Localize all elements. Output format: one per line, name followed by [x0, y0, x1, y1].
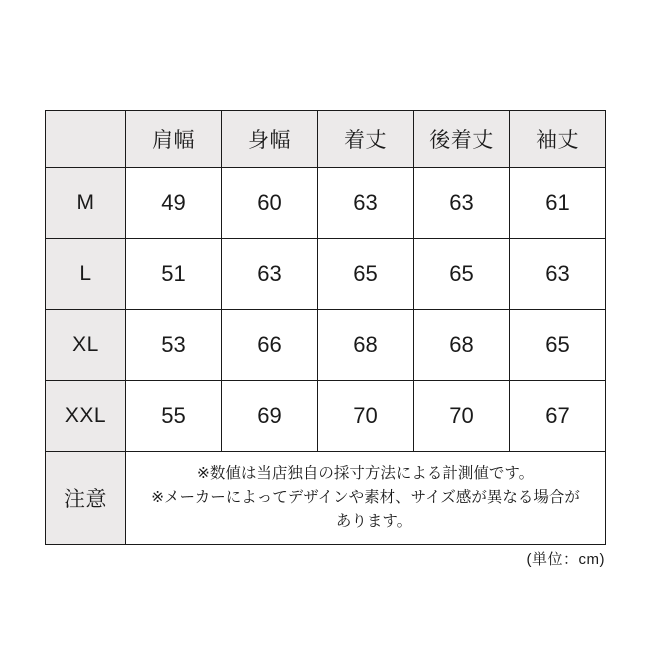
cell-xl-sleeve: 65 — [510, 310, 606, 381]
cell-xxl-length: 70 — [318, 381, 414, 452]
cell-xxl-chest: 69 — [222, 381, 318, 452]
table-corner-cell — [46, 111, 126, 168]
cell-xl-length: 68 — [318, 310, 414, 381]
row-label-xxl: XXL — [46, 381, 126, 452]
cell-l-length: 65 — [318, 239, 414, 310]
column-header-length: 着丈 — [318, 111, 414, 168]
row-label-l: L — [46, 239, 126, 310]
cell-xl-shoulder: 53 — [126, 310, 222, 381]
table-row — [46, 310, 606, 381]
column-header-chest: 身幅 — [222, 111, 318, 168]
column-header-shoulder: 肩幅 — [126, 111, 222, 168]
size-table-header — [46, 111, 606, 168]
cell-m-sleeve: 61 — [510, 168, 606, 239]
table-row — [46, 168, 606, 239]
cell-xxl-shoulder: 55 — [126, 381, 222, 452]
cell-m-back-length: 63 — [414, 168, 510, 239]
table-note-row — [46, 452, 606, 545]
cell-xxl-sleeve: 67 — [510, 381, 606, 452]
table-header-row — [46, 111, 606, 168]
cell-l-chest: 63 — [222, 239, 318, 310]
row-label-m: M — [46, 168, 126, 239]
cell-xl-back-length: 68 — [414, 310, 510, 381]
cell-m-shoulder: 49 — [126, 168, 222, 239]
size-table — [45, 110, 606, 545]
size-table-body — [46, 168, 606, 545]
cell-l-back-length: 65 — [414, 239, 510, 310]
note-line-1: ※数値は当店独自の採寸方法による計測値です。 — [196, 464, 535, 482]
table-row — [46, 381, 606, 452]
size-table-container — [45, 110, 605, 545]
cell-xxl-back-length: 70 — [414, 381, 510, 452]
cell-l-sleeve: 63 — [510, 239, 606, 310]
note-line-2: ※メーカーによってデザインや素材、サイズ感が異なる場合が — [151, 488, 580, 506]
cell-m-chest: 60 — [222, 168, 318, 239]
column-header-sleeve: 袖丈 — [510, 111, 606, 168]
note-text — [126, 452, 606, 545]
column-header-back-length: 後着丈 — [414, 111, 510, 168]
table-row — [46, 239, 606, 310]
cell-l-shoulder: 51 — [126, 239, 222, 310]
row-label-xl: XL — [46, 310, 126, 381]
cell-m-length: 63 — [318, 168, 414, 239]
unit-note: (単位：cm) — [526, 551, 605, 568]
note-label: 注意 — [46, 452, 126, 545]
cell-xl-chest: 66 — [222, 310, 318, 381]
note-line-3: あります。 — [335, 513, 413, 530]
